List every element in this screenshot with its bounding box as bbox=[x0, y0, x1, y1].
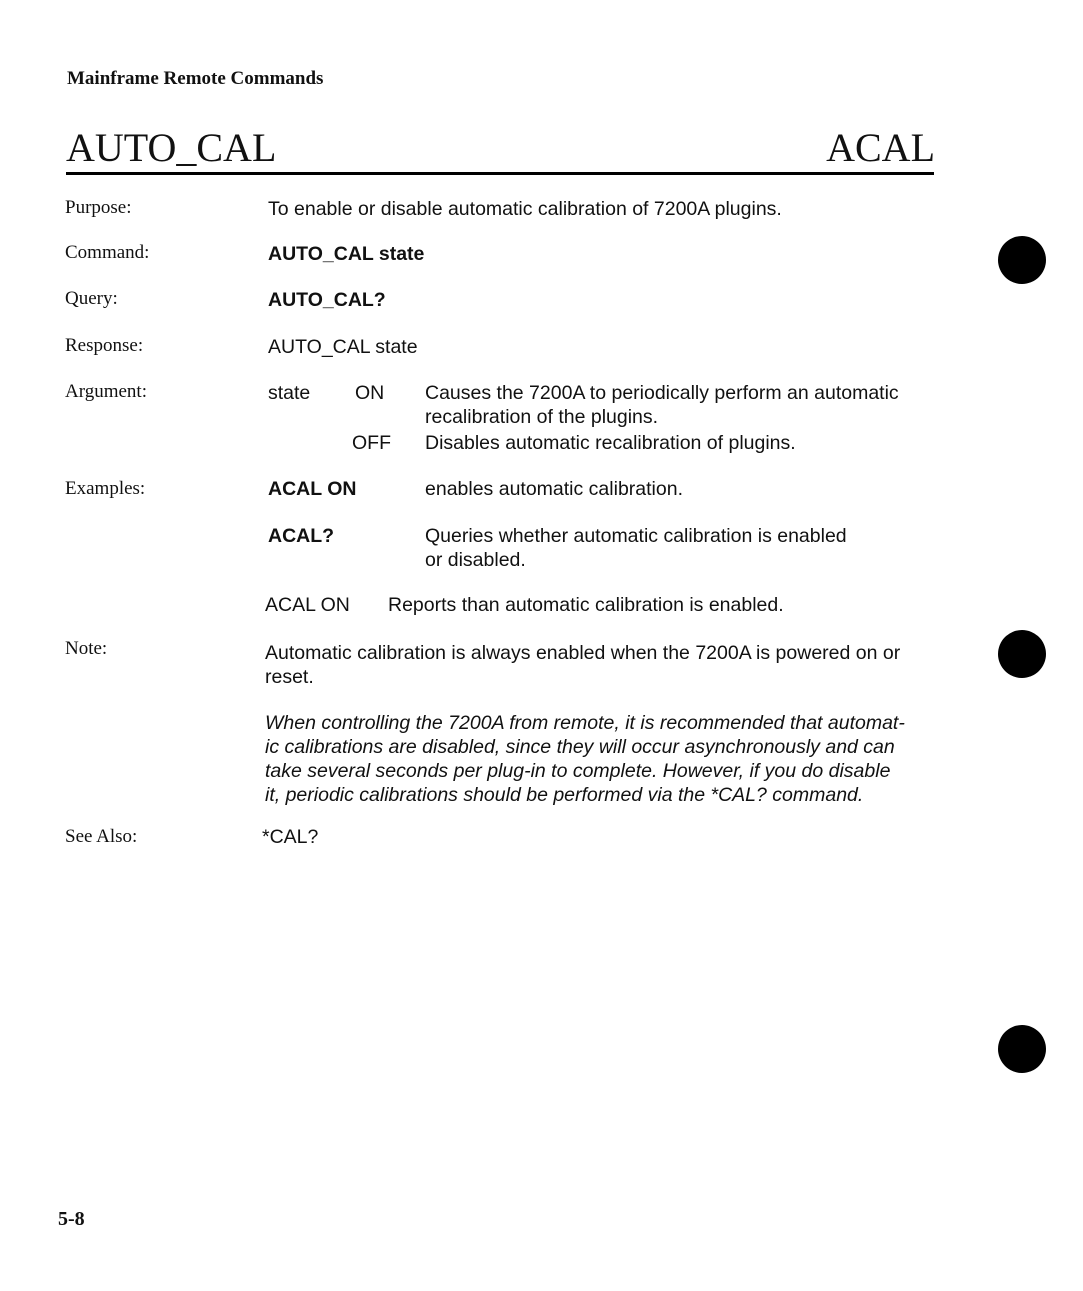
example-1-desc: enables automatic calibration. bbox=[425, 478, 683, 500]
note-italic-line: it, periodic calibrations should be performed via the *CAL? command. bbox=[265, 784, 864, 806]
label-argument: Argument: bbox=[65, 381, 147, 402]
label-see-also: See Also: bbox=[65, 826, 138, 847]
argument-on-desc-line2: recalibration of the plugins. bbox=[425, 406, 659, 428]
example-2-desc-line1: Queries whether automatic calibration is enabled bbox=[425, 525, 847, 547]
running-header: Mainframe Remote Commands bbox=[67, 68, 324, 89]
binder-hole-2 bbox=[998, 630, 1046, 678]
binder-hole-3 bbox=[998, 1025, 1046, 1073]
example-2-command: ACAL? bbox=[268, 525, 335, 547]
see-also-reference: *CAL? bbox=[262, 826, 319, 848]
argument-on-desc-line1: Causes the 7200A to periodically perform an automatic bbox=[425, 382, 899, 404]
note-italic-line: ic calibrations are disabled, since they will occur asynchronously and can bbox=[265, 736, 895, 758]
example-3-desc: Reports than automatic calibration is enabled. bbox=[388, 594, 784, 616]
command-syntax: AUTO_CAL state bbox=[268, 243, 425, 265]
label-examples: Examples: bbox=[65, 478, 146, 499]
label-command: Command: bbox=[65, 242, 150, 263]
example-2-desc-line2: or disabled. bbox=[425, 549, 526, 571]
example-3-command: ACAL ON bbox=[265, 594, 350, 616]
title-rule bbox=[66, 172, 934, 175]
label-response: Response: bbox=[65, 335, 144, 356]
note-paragraph bbox=[265, 641, 900, 689]
argument-on-value: ON bbox=[355, 382, 385, 404]
note-italic-line: When controlling the 7200A from remote, it is recommended that automat- bbox=[265, 712, 905, 734]
note-italic-paragraph bbox=[265, 711, 905, 807]
note-line: Automatic calibration is always enabled when the 7200A is powered on or bbox=[265, 642, 901, 664]
label-query: Query: bbox=[65, 288, 118, 309]
note-italic-line: take several seconds per plug-in to complete. However, if you do disable bbox=[265, 760, 891, 782]
argument-name: state bbox=[268, 382, 311, 404]
response-syntax: AUTO_CAL state bbox=[268, 336, 418, 358]
query-syntax: AUTO_CAL? bbox=[268, 289, 386, 311]
purpose-text: To enable or disable automatic calibration of 7200A plugins. bbox=[268, 198, 782, 220]
argument-off-desc: Disables automatic recalibration of plugins. bbox=[425, 432, 796, 454]
binder-hole-1 bbox=[998, 236, 1046, 284]
label-note: Note: bbox=[65, 638, 108, 659]
note-line: reset. bbox=[265, 666, 314, 688]
page-title: AUTO_CAL bbox=[66, 125, 277, 170]
example-1-command: ACAL ON bbox=[268, 478, 357, 500]
page-number: 5-8 bbox=[58, 1208, 85, 1230]
label-purpose: Purpose: bbox=[65, 197, 132, 218]
command-abbreviation: ACAL bbox=[826, 125, 935, 170]
argument-off-value: OFF bbox=[352, 432, 391, 454]
